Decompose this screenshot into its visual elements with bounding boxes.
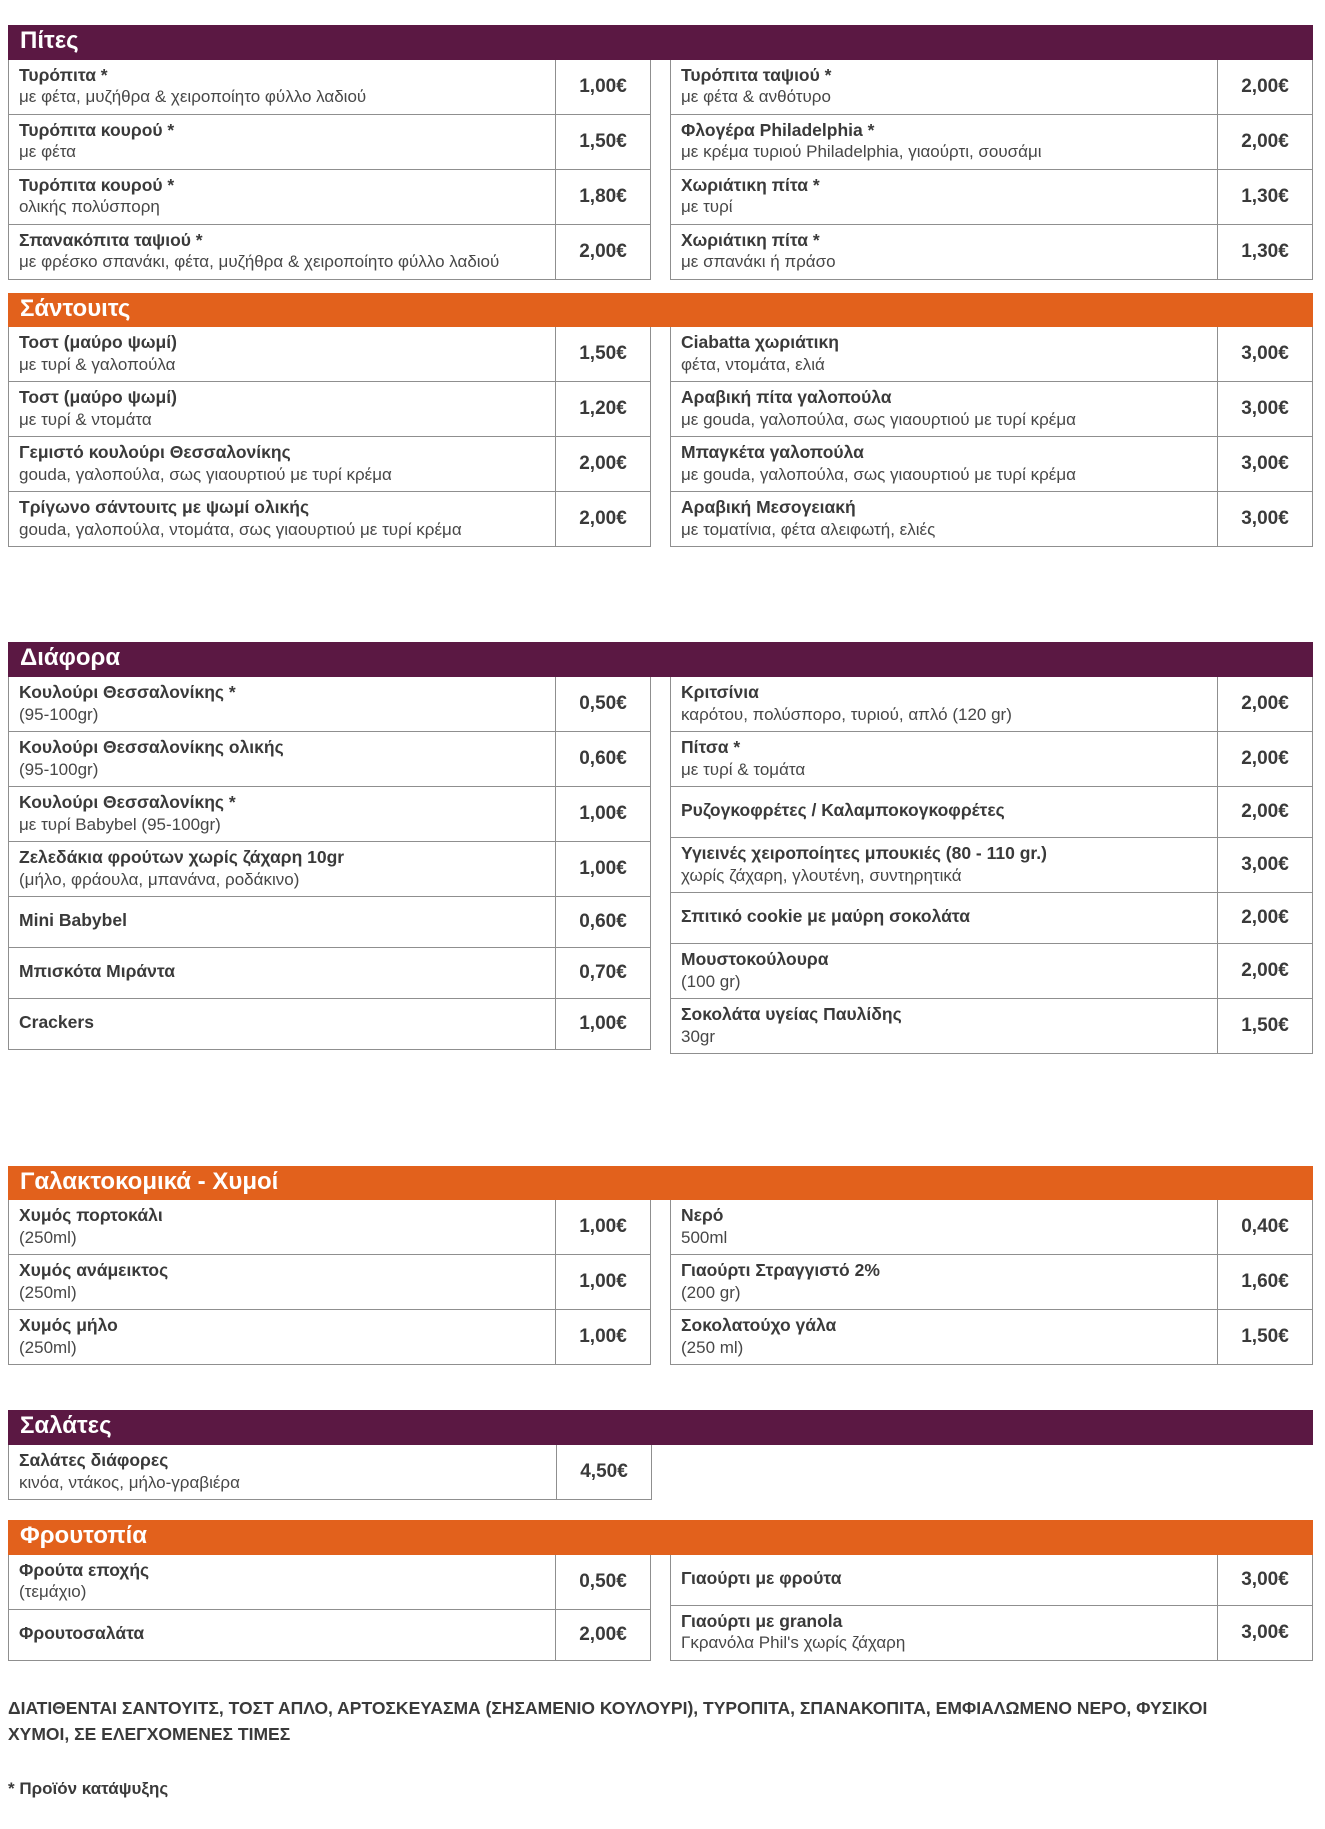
item-price: 1,00€ — [555, 1200, 650, 1254]
item-text — [9, 115, 555, 169]
item-description: 500ml — [681, 1228, 728, 1248]
item-name: Σπανακόπιτα ταψιού * — [19, 229, 203, 250]
item-text — [9, 492, 555, 546]
item-text — [9, 948, 555, 998]
menu-section — [8, 1410, 1313, 1500]
item-price: 1,00€ — [555, 842, 650, 896]
section-column-left — [8, 1445, 652, 1500]
section-column-right — [670, 60, 1313, 280]
section-title: Σαλάτες — [8, 1410, 1313, 1445]
item-text — [671, 1310, 1217, 1364]
menu-item-row — [9, 1255, 650, 1310]
item-name: Crackers — [19, 1012, 94, 1033]
menu-item-row — [671, 170, 1312, 225]
item-price: 3,00€ — [1217, 492, 1312, 546]
item-text — [9, 1555, 555, 1609]
item-description: κινόα, ντάκος, μήλο-γραβιέρα — [19, 1472, 240, 1492]
item-description: (100 gr) — [681, 971, 741, 991]
item-description: (95-100gr) — [19, 759, 99, 779]
menu-item-row — [9, 382, 650, 437]
item-price: 2,00€ — [1217, 787, 1312, 837]
item-text — [671, 1255, 1217, 1309]
menu-section — [8, 1166, 1313, 1366]
section-columns — [8, 327, 1313, 547]
item-description: με σπανάκι ή πράσο — [681, 252, 836, 272]
item-text — [671, 437, 1217, 491]
item-text — [9, 327, 555, 381]
menu-item-row — [9, 787, 650, 842]
section-column-left — [8, 1555, 651, 1661]
item-price: 1,30€ — [1217, 170, 1312, 224]
item-description: με φέτα — [19, 142, 77, 162]
item-name: Κουλούρι Θεσσαλονίκης ολικής — [19, 736, 284, 757]
item-description: με gouda, γαλοπούλα, σως γιαουρτιού με τυρί κρέμα — [681, 464, 1076, 484]
item-price: 1,80€ — [555, 170, 650, 224]
item-text — [9, 787, 555, 841]
item-description: gouda, γαλοπούλα, ντομάτα, σως γιαουρτιού με τυρί κρέμα — [19, 519, 462, 539]
section-column-left — [8, 327, 651, 547]
menu-item-row — [671, 838, 1312, 893]
section-column-right — [670, 1200, 1313, 1365]
item-description: με τοματίνια, φέτα αλειφωτή, ελιές — [681, 519, 936, 539]
menu-item-row — [9, 437, 650, 492]
section-title: Διάφορα — [8, 642, 1313, 677]
item-text — [671, 1606, 1217, 1660]
item-text — [671, 492, 1217, 546]
item-description: Γκρανόλα Phil's χωρίς ζάχαρη — [681, 1633, 906, 1653]
menu-item-row — [9, 948, 650, 999]
item-description: (200 gr) — [681, 1283, 741, 1303]
item-name: Σπιτικό cookie με μαύρη σοκολάτα — [681, 906, 970, 927]
item-price: 3,00€ — [1217, 1606, 1312, 1660]
item-description: φέτα, ντομάτα, ελιά — [681, 354, 825, 374]
menu-item-row — [671, 382, 1312, 437]
section-title: Φρουτοπία — [8, 1520, 1313, 1555]
menu-item-row — [671, 1255, 1312, 1310]
section-columns — [8, 1200, 1313, 1365]
item-price: 1,50€ — [1217, 1310, 1312, 1364]
section-title: Γαλακτοκομικά - Χυμοί — [8, 1166, 1313, 1201]
item-text — [671, 944, 1217, 998]
item-name: Αραβική Μεσογειακή — [681, 497, 856, 518]
item-text — [9, 225, 555, 279]
item-text — [9, 897, 555, 947]
item-description: με τυρί & ντομάτα — [19, 409, 152, 429]
item-price: 2,00€ — [555, 492, 650, 546]
item-description: με τυρί — [681, 197, 733, 217]
menu-root — [8, 25, 1313, 1661]
item-price: 2,00€ — [555, 437, 650, 491]
item-name: Κουλούρι Θεσσαλονίκης * — [19, 791, 236, 812]
item-description: καρότου, πολύσπορο, τυριού, απλό (120 gr) — [681, 704, 1012, 724]
item-description: με φέτα, μυζήθρα & χειροποίητο φύλλο λαδιού — [19, 87, 367, 107]
item-price: 2,00€ — [1217, 893, 1312, 943]
item-description: 30gr — [681, 1026, 716, 1046]
item-name: Τοστ (μαύρο ψωμί) — [19, 387, 177, 408]
menu-item-row — [9, 170, 650, 225]
item-price: 1,00€ — [555, 1310, 650, 1364]
section-title: Πίτες — [8, 25, 1313, 60]
section-column-right — [670, 1555, 1313, 1661]
section-column-left — [8, 677, 651, 1050]
menu-item-row — [671, 60, 1312, 115]
item-name: Σαλάτες διάφορες — [19, 1449, 169, 1470]
menu-item-row — [671, 1310, 1312, 1364]
section-columns — [8, 60, 1313, 280]
item-price: 2,00€ — [1217, 60, 1312, 114]
menu-section — [8, 293, 1313, 548]
item-text — [671, 893, 1217, 943]
section-columns — [8, 1555, 1313, 1661]
item-name: Μπαγκέτα γαλοπούλα — [681, 442, 864, 463]
item-text — [9, 842, 555, 896]
item-name: Ζελεδάκια φρούτων χωρίς ζάχαρη 10gr — [19, 846, 345, 867]
item-description: (250ml) — [19, 1283, 77, 1303]
item-description: gouda, γαλοπούλα, σως γιαουρτιού με τυρί κρέμα — [19, 464, 392, 484]
item-price: 0,60€ — [555, 732, 650, 786]
item-text — [9, 999, 555, 1049]
item-name: Χυμός μήλο — [19, 1315, 118, 1336]
item-name: Ρυζογκοφρέτες / Καλαμποκογκοφρέτες — [681, 800, 1005, 821]
menu-item-row — [9, 492, 650, 546]
item-text — [671, 225, 1217, 279]
menu-item-row — [9, 60, 650, 115]
menu-item-row — [9, 1310, 650, 1364]
menu-item-row — [671, 327, 1312, 382]
menu-item-row — [9, 732, 650, 787]
item-price: 1,60€ — [1217, 1255, 1312, 1309]
availability-note: ΔΙΑΤΙΘΕΝΤΑΙ ΣΑΝΤΟΥΙΤΣ, ΤΟΣΤ ΑΠΛΟ, ΑΡΤΟΣΚΕΥΑΣΜΑ (ΣΗΣΑΜΕΝΙΟ ΚΟΥΛΟΥΡΙ), ΤΥΡΟΠΙΤΑ, ΣΠΑΝΑΚΟΠΙΤΑ, ΕΜΦΙΑΛΩΜΕΝΟ ΝΕΡΟ, ΦΥΣΙΚΟΙ ΧΥΜΟΙ, ΣΕ ΕΛΕΓΧΟΜΕΝΕΣ ΤΙΜΕΣ — [8, 1697, 1208, 1744]
item-name: Χωριάτικη πίτα * — [681, 174, 820, 195]
menu-item-row — [671, 677, 1312, 732]
item-description: με κρέμα τυριού Philadelphia, γιαούρτι, σουσάμι — [681, 142, 1042, 162]
item-price: 0,50€ — [555, 1555, 650, 1609]
menu-item-row — [9, 115, 650, 170]
item-description: χωρίς ζάχαρη, γλουτένη, συντηρητικά — [681, 865, 962, 885]
item-price: 2,00€ — [555, 225, 650, 279]
item-text — [671, 838, 1217, 892]
item-name: Γιαούρτι Στραγγιστό 2% — [681, 1260, 880, 1281]
item-price: 2,00€ — [1217, 944, 1312, 998]
item-price: 1,50€ — [555, 327, 650, 381]
menu-item-row — [671, 732, 1312, 787]
item-text — [671, 115, 1217, 169]
item-description: (95-100gr) — [19, 704, 99, 724]
item-name: Τυρόπιτα ταψιού * — [681, 64, 832, 85]
item-price: 3,00€ — [1217, 327, 1312, 381]
item-name: Κριτσίνια — [681, 681, 759, 702]
item-price: 3,00€ — [1217, 838, 1312, 892]
item-name: Γιαούρτι με φρούτα — [681, 1568, 842, 1589]
item-text — [671, 382, 1217, 436]
item-description: (250ml) — [19, 1338, 77, 1358]
item-price: 2,00€ — [1217, 677, 1312, 731]
item-text — [671, 1555, 1217, 1605]
item-price: 0,70€ — [555, 948, 650, 998]
item-description: (250ml) — [19, 1228, 77, 1248]
item-description: (τεμάχιο) — [19, 1582, 87, 1602]
item-price: 0,50€ — [555, 677, 650, 731]
menu-item-row — [9, 897, 650, 948]
item-name: Τρίγωνο σάντουιτς με ψωμί ολικής — [19, 497, 310, 518]
item-name: Χυμός πορτοκάλι — [19, 1205, 163, 1226]
item-description: με τυρί & τομάτα — [681, 759, 806, 779]
section-column-left — [8, 60, 651, 280]
item-name: Ciabatta χωριάτικη — [681, 332, 839, 353]
item-name: Σοκολάτα υγείας Παυλίδης — [681, 1003, 902, 1024]
item-name: Φλογέρα Philadelphia * — [681, 119, 875, 140]
item-description: με φρέσκο σπανάκι, φέτα, μυζήθρα & χειροποίητο φύλλο λαδιού — [19, 252, 500, 272]
item-name: Φρουτοσαλάτα — [19, 1623, 145, 1644]
item-price: 1,20€ — [555, 382, 650, 436]
item-description: με τυρί Babybel (95-100gr) — [19, 814, 221, 834]
item-description: ολικής πολύσπορη — [19, 197, 160, 217]
item-name: Υγιεινές χειροποίητες μπουκιές (80 - 110 gr.) — [681, 842, 1047, 863]
item-name: Νερό — [681, 1205, 724, 1226]
item-price: 1,50€ — [1217, 999, 1312, 1053]
item-description: με τυρί & γαλοπούλα — [19, 354, 176, 374]
item-text — [9, 437, 555, 491]
item-name: Mini Babybel — [19, 910, 127, 931]
item-price: 4,50€ — [556, 1445, 651, 1499]
menu-item-row — [671, 787, 1312, 838]
menu-section — [8, 1520, 1313, 1661]
item-description: με gouda, γαλοπούλα, σως γιαουρτιού με τυρί κρέμα — [681, 409, 1076, 429]
section-column-right — [670, 327, 1313, 547]
item-price: 1,00€ — [555, 60, 650, 114]
item-name: Πίτσα * — [681, 736, 741, 757]
item-name: Φρούτα εποχής — [19, 1559, 150, 1580]
item-name: Γεμιστό κουλούρι Θεσσαλονίκης — [19, 442, 291, 463]
item-text — [671, 1200, 1217, 1254]
item-text — [671, 999, 1217, 1053]
item-price: 2,00€ — [1217, 115, 1312, 169]
item-text — [671, 677, 1217, 731]
item-name: Μουστοκούλουρα — [681, 948, 829, 969]
menu-section — [8, 642, 1313, 1054]
item-name: Γιαούρτι με granola — [681, 1610, 843, 1631]
item-text — [671, 327, 1217, 381]
item-description: (250 ml) — [681, 1338, 744, 1358]
item-text — [9, 1200, 555, 1254]
item-text — [9, 382, 555, 436]
section-columns — [8, 1445, 1313, 1500]
item-text — [9, 170, 555, 224]
item-text — [671, 787, 1217, 837]
item-text — [9, 1255, 555, 1309]
section-column-right — [670, 677, 1313, 1054]
item-name: Τυρόπιτα * — [19, 64, 108, 85]
menu-item-row — [9, 225, 650, 279]
item-price: 2,00€ — [1217, 732, 1312, 786]
menu-item-row — [9, 999, 650, 1049]
item-name: Μπισκότα Μιράντα — [19, 961, 175, 982]
item-price: 0,60€ — [555, 897, 650, 947]
menu-item-row — [9, 842, 650, 897]
item-price: 1,00€ — [555, 787, 650, 841]
item-price: 2,00€ — [555, 1610, 650, 1660]
item-price: 3,00€ — [1217, 437, 1312, 491]
item-text — [9, 60, 555, 114]
item-text — [9, 1610, 555, 1660]
menu-item-row — [671, 492, 1312, 546]
item-price: 1,30€ — [1217, 225, 1312, 279]
item-text — [671, 60, 1217, 114]
menu-item-row — [671, 437, 1312, 492]
item-text — [671, 732, 1217, 786]
item-name: Χυμός ανάμεικτος — [19, 1260, 169, 1281]
item-price: 1,00€ — [555, 999, 650, 1049]
item-name: Χωριάτικη πίτα * — [681, 229, 820, 250]
menu-item-row — [671, 225, 1312, 279]
menu-item-row — [9, 327, 650, 382]
menu-item-row — [9, 1555, 650, 1610]
menu-item-row — [9, 1610, 650, 1660]
item-price: 3,00€ — [1217, 1555, 1312, 1605]
item-price: 1,00€ — [555, 1255, 650, 1309]
item-text — [9, 1445, 556, 1499]
menu-item-row — [671, 893, 1312, 944]
item-text — [9, 732, 555, 786]
menu-item-row — [671, 1200, 1312, 1255]
item-name: Κουλούρι Θεσσαλονίκης * — [19, 681, 236, 702]
section-title: Σάντουιτς — [8, 293, 1313, 328]
item-price: 3,00€ — [1217, 382, 1312, 436]
item-text — [671, 170, 1217, 224]
item-name: Τοστ (μαύρο ψωμί) — [19, 332, 177, 353]
menu-item-row — [671, 1555, 1312, 1606]
item-description: (μήλο, φράουλα, μπανάνα, ροδάκινο) — [19, 869, 300, 889]
menu-section — [8, 25, 1313, 280]
frozen-product-note: * Προϊόν κατάψυξης — [8, 1779, 169, 1799]
item-name: Σοκολατούχο γάλα — [681, 1315, 837, 1336]
item-price: 0,40€ — [1217, 1200, 1312, 1254]
menu-item-row — [9, 1445, 651, 1499]
menu-item-row — [671, 1606, 1312, 1660]
item-name: Τυρόπιτα κουρού * — [19, 174, 175, 195]
menu-item-row — [671, 999, 1312, 1053]
item-price: 1,50€ — [555, 115, 650, 169]
item-name: Αραβική πίτα γαλοπούλα — [681, 387, 892, 408]
item-text — [9, 677, 555, 731]
menu-item-row — [9, 1200, 650, 1255]
item-description: με φέτα & ανθότυρο — [681, 87, 831, 107]
menu-item-row — [671, 115, 1312, 170]
menu-item-row — [671, 944, 1312, 999]
item-text — [9, 1310, 555, 1364]
section-columns — [8, 677, 1313, 1054]
section-column-left — [8, 1200, 651, 1365]
item-name: Τυρόπιτα κουρού * — [19, 119, 175, 140]
menu-item-row — [9, 677, 650, 732]
